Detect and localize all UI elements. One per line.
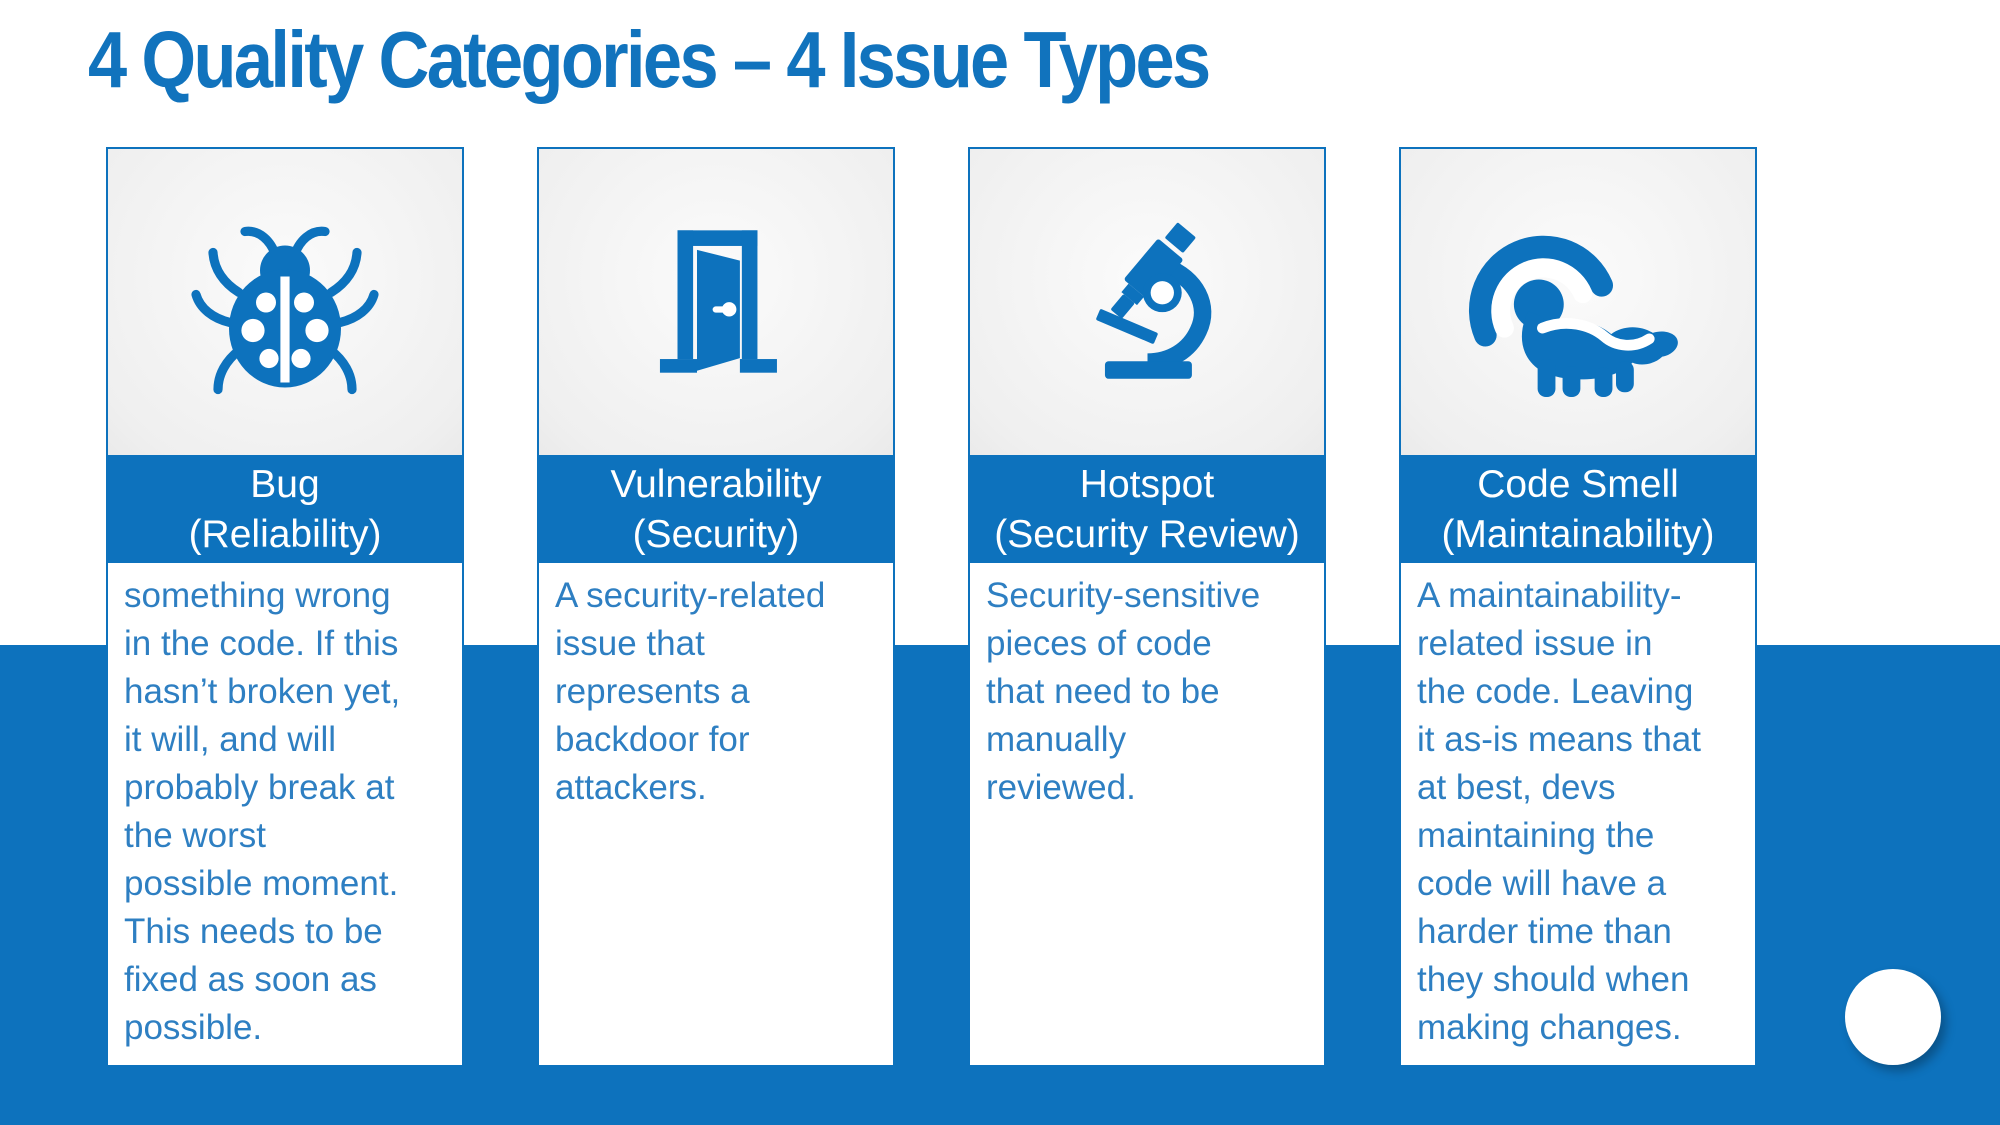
slide-title: 4 Quality Categories – 4 Issue Types — [88, 15, 1209, 104]
body-text-line: backdoor for — [555, 720, 750, 759]
body-text-line: This needs to be — [124, 912, 383, 951]
card-code-smell-icon-area — [1401, 149, 1755, 455]
card-header-line: (Security) — [632, 513, 800, 556]
card-hotspot-description — [970, 563, 1324, 1065]
body-text-line: making changes. — [1417, 1008, 1682, 1047]
card-vulnerability-icon-area — [539, 149, 893, 455]
card-hotspot-header — [970, 455, 1324, 563]
card-vulnerability — [537, 147, 895, 1067]
card-header-line: (Maintainability) — [1441, 513, 1715, 556]
card-header-line: Bug — [250, 463, 320, 506]
card-header-line: (Reliability) — [188, 513, 382, 556]
body-text-line: possible moment. — [124, 864, 399, 903]
body-text-line: hasn’t broken yet, — [124, 672, 401, 711]
card-code-smell-header — [1401, 455, 1755, 563]
body-text-line: attackers. — [555, 768, 707, 807]
card-code-smell — [1399, 147, 1757, 1067]
microscope-icon — [1055, 198, 1240, 406]
card-hotspot — [968, 147, 1326, 1067]
card-vulnerability-header — [539, 455, 893, 563]
body-text-line: represents a — [555, 672, 750, 711]
body-text-line: probably break at — [124, 768, 395, 807]
body-text-line: Security-sensitive — [986, 576, 1261, 615]
ladybug-icon — [185, 200, 385, 405]
card-bug-header — [108, 455, 462, 563]
skunk-icon — [1459, 207, 1697, 397]
body-text-line: harder time than — [1417, 912, 1672, 951]
body-text-line: A maintainability- — [1417, 576, 1682, 615]
card-header-line: Hotspot — [1079, 463, 1215, 506]
body-text-line: fixed as soon as — [124, 960, 377, 999]
card-bug-icon-area — [108, 149, 462, 455]
open-door-icon — [619, 200, 814, 405]
card-header-line: Vulnerability — [610, 463, 822, 506]
body-text-line: possible. — [124, 1008, 263, 1047]
body-text-line: reviewed. — [986, 768, 1136, 807]
card-bug-description — [108, 563, 462, 1065]
card-vulnerability-description — [539, 563, 893, 1065]
body-text-line: pieces of code — [986, 624, 1212, 663]
body-text-line: in the code. If this — [124, 624, 399, 663]
body-text-line: something wrong — [124, 576, 391, 615]
card-bug — [106, 147, 464, 1067]
body-text-line: issue that — [555, 624, 705, 663]
card-code-smell-description — [1401, 563, 1755, 1065]
body-text-line: related issue in — [1417, 624, 1653, 663]
body-text-line: at best, devs — [1417, 768, 1616, 807]
card-header-line: (Security Review) — [994, 513, 1300, 556]
body-text-line: code will have a — [1417, 864, 1667, 903]
body-text-line: it as-is means that — [1417, 720, 1701, 759]
body-text-line: A security-related — [555, 576, 826, 615]
body-text-line: the code. Leaving — [1417, 672, 1694, 711]
card-hotspot-icon-area — [970, 149, 1324, 455]
body-text-line: maintaining the — [1417, 816, 1655, 855]
decorative-white-circle — [1845, 969, 1941, 1065]
body-text-line: that need to be — [986, 672, 1220, 711]
body-text-line: it will, and will — [124, 720, 336, 759]
body-text-line: manually — [986, 720, 1127, 759]
body-text-line: they should when — [1417, 960, 1690, 999]
body-text-line: the worst — [124, 816, 266, 855]
card-header-line: Code Smell — [1477, 463, 1679, 506]
